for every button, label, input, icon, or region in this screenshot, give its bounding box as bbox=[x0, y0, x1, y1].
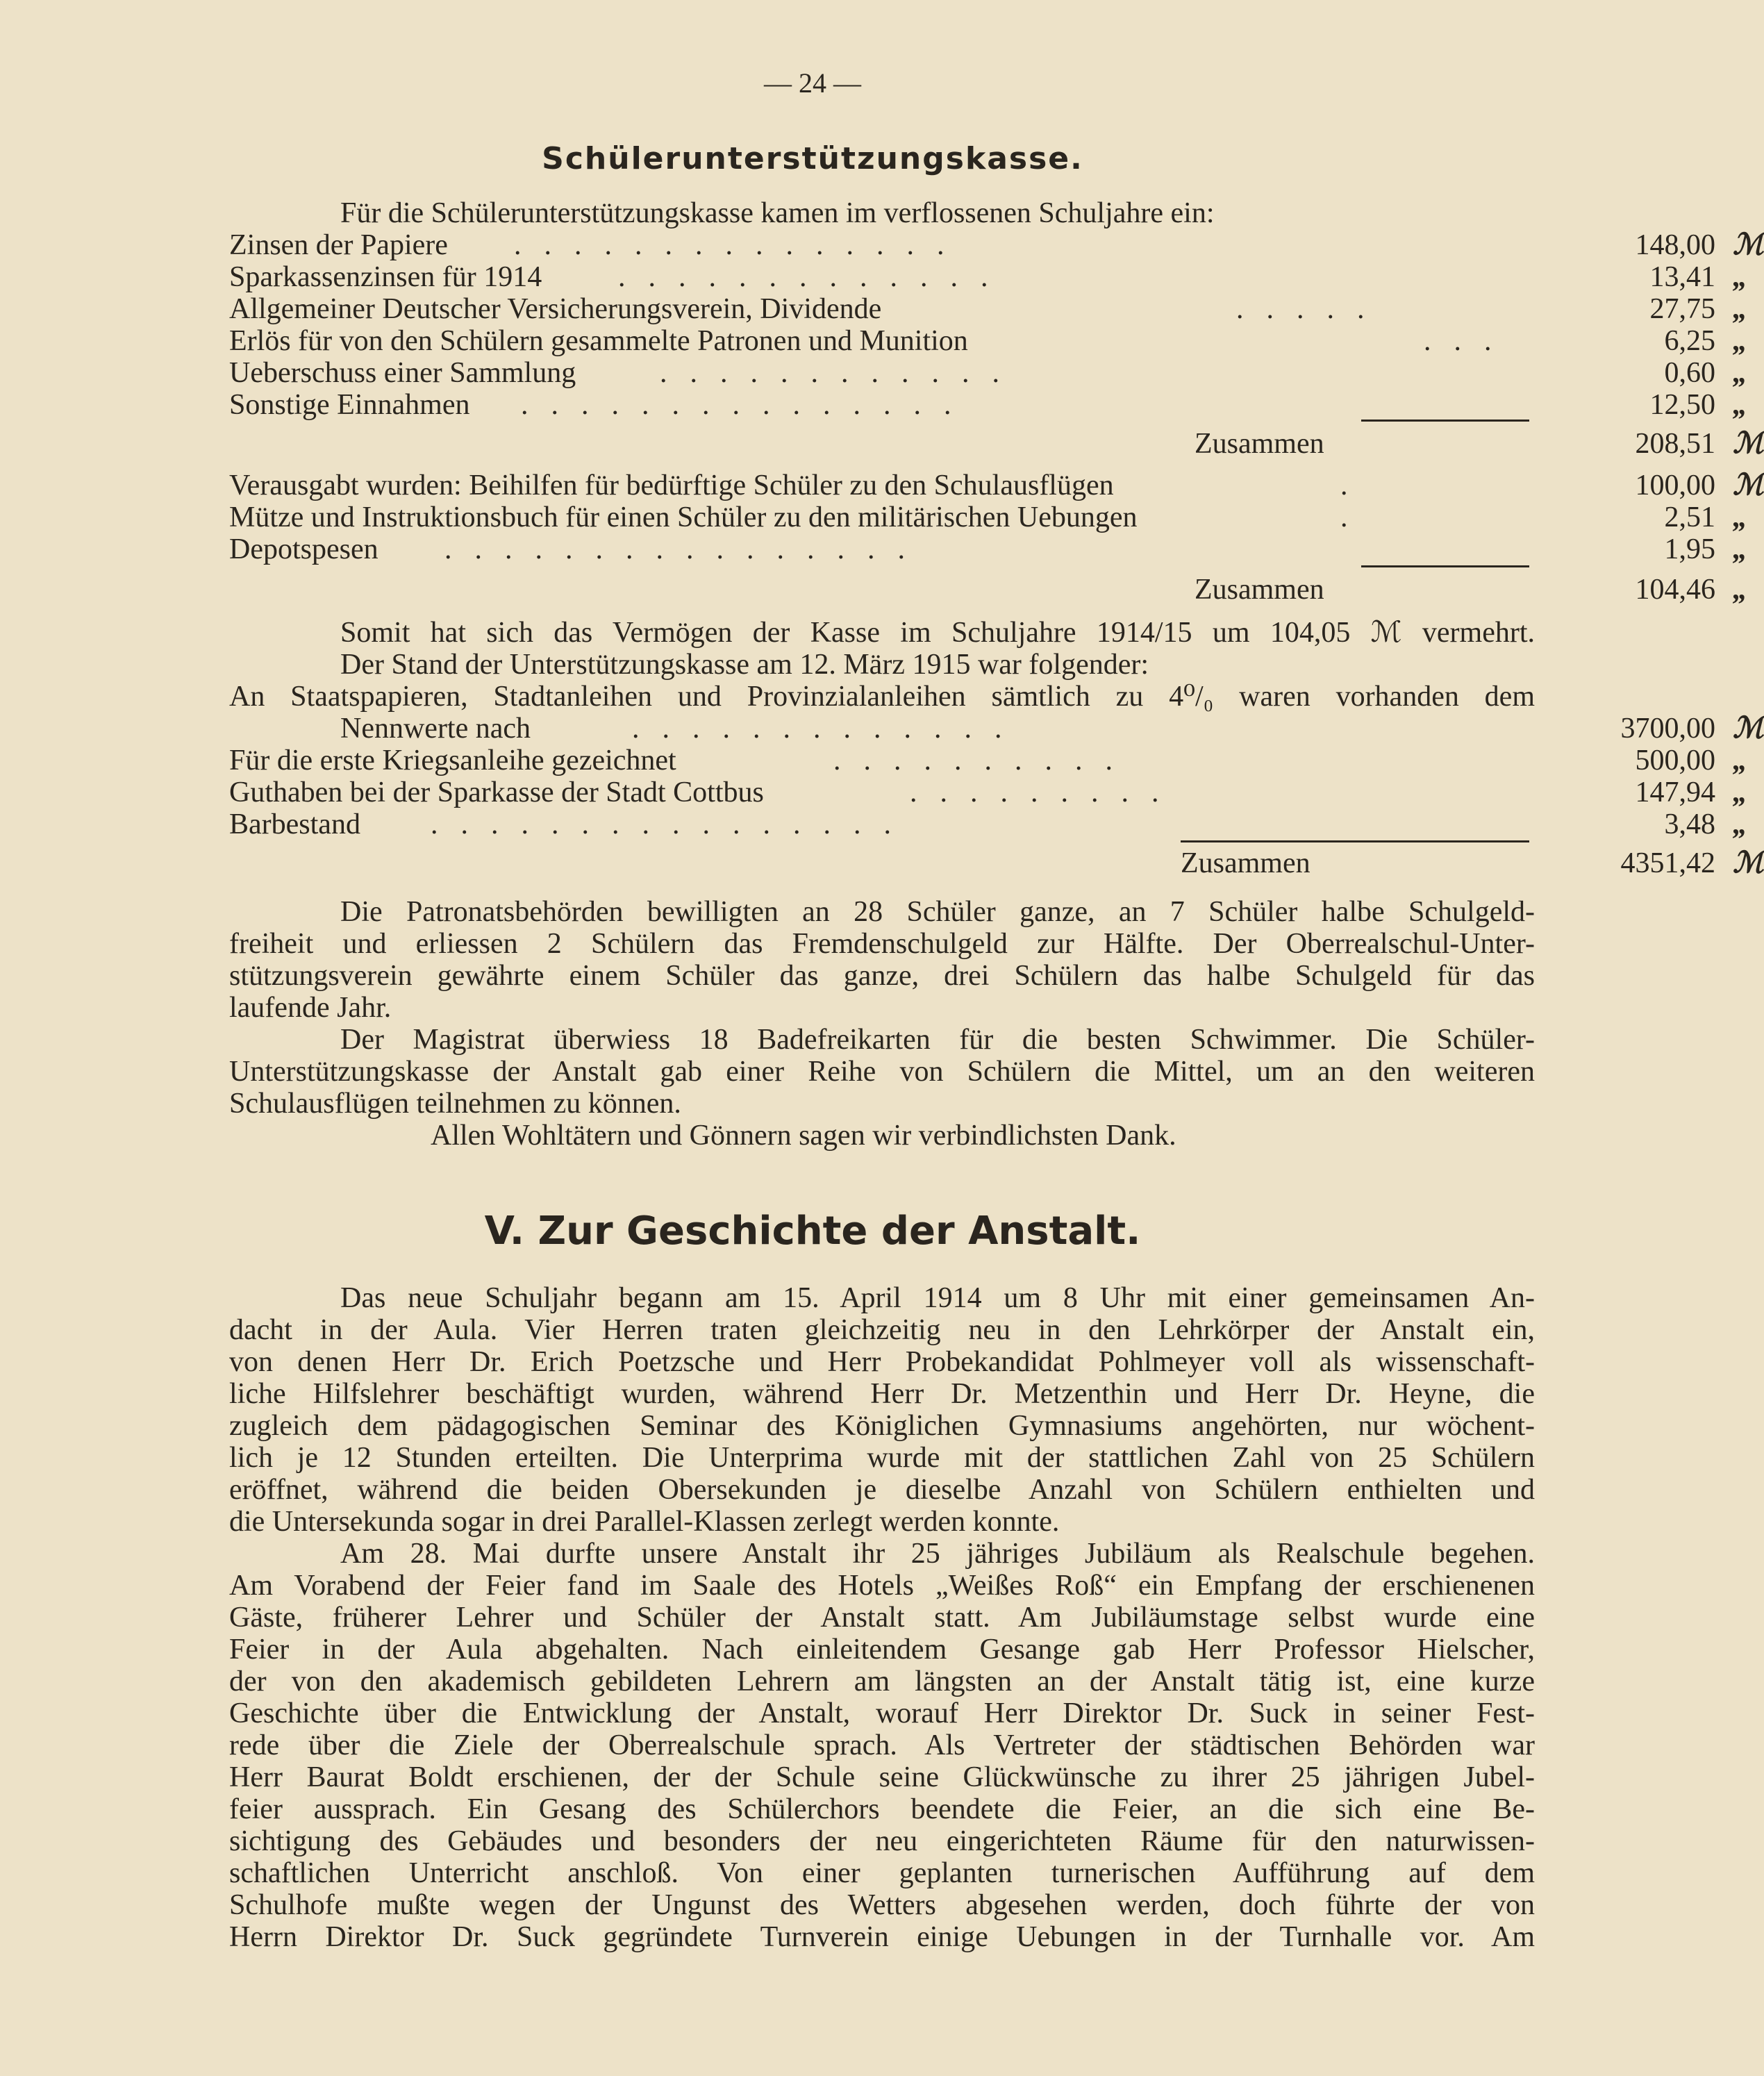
paragraph-line: Am 28. Mai durfte unsere Anstalt ihr 25 jähriges Jubiläum als Realschule begehen. bbox=[340, 1538, 1535, 1570]
income-label: Zinsen der Papiere bbox=[229, 229, 448, 261]
expense-label: Mütze und Instruktionsbuch für einen Schüler zu den militärischen Uebungen bbox=[229, 501, 1138, 533]
income-amount: 6,25 bbox=[1664, 325, 1715, 357]
income-label: Allgemeiner Deutscher Versicherungsverein, Dividende bbox=[229, 293, 882, 325]
sum-rule bbox=[1361, 420, 1529, 422]
paragraph-line: liche Hilfslehrer beschäftigt wurden, während Herr Dr. Metzenthin und Herr Dr. Heyne, die bbox=[229, 1378, 1535, 1410]
currency-mark: ℳ bbox=[1733, 470, 1764, 501]
currency-mark: „ bbox=[1733, 389, 1747, 421]
paragraph-line: Das neue Schuljahr begann am 15. April 1914 um 8 Uhr mit einer gemeinsamen An- bbox=[340, 1282, 1535, 1314]
paragraph-line: die Untersekunda sogar in drei Parallel-Klassen zerlegt werden konnte. bbox=[229, 1506, 1060, 1538]
paragraph-line: laufende Jahr. bbox=[229, 992, 392, 1024]
currency-mark: „ bbox=[1733, 293, 1747, 325]
currency-mark: „ bbox=[1733, 777, 1747, 808]
currency-mark: ℳ bbox=[1733, 428, 1764, 460]
paragraph-line: freiheit und erliessen 2 Schülern das Fremdenschulgeld zur Hälfte. Der Oberrealschul-Unter- bbox=[229, 928, 1535, 960]
expense-amount: 1,95 bbox=[1664, 533, 1715, 565]
expense-label: Verausgabt wurden: Beihilfen für bedürftige Schüler zu den Schulausflügen bbox=[229, 470, 1114, 501]
expense-amount: 100,00 bbox=[1635, 470, 1715, 501]
paragraph-line: zugleich dem pädagogischen Seminar des Königlichen Gymnasiums angehörten, nur wöchent- bbox=[229, 1410, 1535, 1442]
paragraph-line: stützungsverein gewährte einem Schüler das ganze, drei Schülern das halbe Schulgeld für das bbox=[229, 960, 1535, 992]
income-amount: 148,00 bbox=[1635, 229, 1715, 261]
paragraph-line: Gäste, früherer Lehrer und Schüler der Anstalt statt. Am Jubiläumstage selbst wurde eine bbox=[229, 1602, 1535, 1634]
currency-mark: ℳ bbox=[1733, 713, 1764, 745]
sum-rule bbox=[1181, 840, 1529, 842]
expense-label: Depotspesen bbox=[229, 533, 378, 565]
total-label: Zusammen bbox=[1195, 574, 1324, 606]
paragraph-line: Schulhofe mußte wegen der Ungunst des Wetters abgesehen werden, doch führte der von bbox=[229, 1889, 1535, 1921]
section-title-geschichte: V. Zur Geschichte der Anstalt. bbox=[484, 1209, 1141, 1254]
income-label: Erlös für von den Schülern gesammelte Patronen und Munition bbox=[229, 325, 968, 357]
currency-mark: „ bbox=[1733, 357, 1747, 389]
total-label: Zusammen bbox=[1181, 847, 1310, 879]
currency-mark: „ bbox=[1733, 501, 1747, 533]
currency-mark: „ bbox=[1733, 574, 1747, 606]
currency-mark: „ bbox=[1733, 808, 1747, 840]
paragraph-line: Am Vorabend der Feier fand im Saale des Hotels „Weißes Roß“ ein Empfang der erschienenen bbox=[229, 1570, 1535, 1602]
paragraph-line: Der Magistrat überwiess 18 Badefreikarten für die besten Schwimmer. Die Schüler- bbox=[340, 1024, 1535, 1056]
total-amount: 208,51 bbox=[1635, 428, 1715, 460]
asset-amount: 3700,00 bbox=[1620, 713, 1715, 745]
asset-label: Guthaben bei der Sparkasse der Stadt Cottbus bbox=[229, 777, 764, 808]
paragraph-line: Feier in der Aula abgehalten. Nach einleitendem Gesange gab Herr Professor Hielscher, bbox=[229, 1634, 1535, 1666]
paragraph-line: rede über die Ziele der Oberrealschule sprach. Als Vertreter der städtischen Behörden war bbox=[229, 1729, 1535, 1761]
currency-mark: „ bbox=[1733, 533, 1747, 565]
asset-amount: 147,94 bbox=[1635, 777, 1715, 808]
income-amount: 0,60 bbox=[1664, 357, 1715, 389]
income-label: Sparkassenzinsen für 1914 bbox=[229, 261, 542, 293]
paragraph-line: sichtigung des Gebäudes und besonders der neu eingerichteten Räume für den naturwissen- bbox=[229, 1825, 1535, 1857]
paragraph-line: schaftlichen Unterricht anschloß. Von einer geplanten turnerischen Aufführung auf dem bbox=[229, 1857, 1535, 1889]
paragraph-line: Geschichte über die Entwicklung der Anstalt, worauf Herr Direktor Dr. Suck in seiner Fest- bbox=[229, 1697, 1535, 1729]
section-title-schuelerunterstuetzungskasse: Schülerunterstützungskasse. bbox=[542, 141, 1083, 176]
paragraph-line: der von den akademisch gebildeten Lehrern am längsten an der Anstalt tätig ist, eine kurze bbox=[229, 1666, 1535, 1697]
asset-amount: 3,48 bbox=[1664, 808, 1715, 840]
expense-amount: 2,51 bbox=[1664, 501, 1715, 533]
currency-mark: ℳ bbox=[1733, 847, 1764, 879]
income-amount: 13,41 bbox=[1649, 261, 1715, 293]
paragraph-line: Herr Baurat Boldt erschienen, der der Schule seine Glückwünsche zu ihrer 25 jährigen Jubel- bbox=[229, 1761, 1535, 1793]
paragraph-line: von denen Herr Dr. Erich Poetzsche und Herr Probekandidat Pohlmeyer voll als wissenschaft- bbox=[229, 1346, 1535, 1378]
paragraph: An Staatspapieren, Stadtanleihen und Provinzialanleihen sämtlich zu 4⁰/₀ waren vorhanden dem bbox=[229, 681, 1535, 713]
paragraph-line: Die Patronatsbehörden bewilligten an 28 Schüler ganze, an 7 Schüler halbe Schulgeld- bbox=[340, 896, 1535, 928]
income-label: Sonstige Einnahmen bbox=[229, 389, 470, 421]
paragraph: Der Stand der Unterstützungskasse am 12. März 1915 war folgender: bbox=[340, 649, 1149, 681]
income-label: Ueberschuss einer Sammlung bbox=[229, 357, 576, 389]
document-page: — 24 — Schülerunterstützungskasse. Für die Schülerunterstützungskasse kamen im verflossenen Schuljahre ein: Zinsen der Papiere ............... 148,00 ℳ Sparkassenzinsen für 1914 ............. 13,41 „ Allgemeiner Deutscher Versicherungsverein, Dividende ..... 27,75 „ Erlös für von den Schülern gesammelte Patronen und Munition ... 6,25 „ Ueberschuss einer Sammlung ............ 0,60 „ Sonstige Einnahmen ............... 12,50 „ Zusammen 208,51 ℳ Verausgabt wurden: Beihilfen für bedürftige Schüler zu den Schulausflügen . 100,00 ℳ Mütze und Instruktionsbuch für einen Schüler zu den militärischen Uebungen . 2,51 „ Depotspesen ................ 1,95 „ Zusammen 104,46 „ Somit hat sich das Vermögen der Kasse im Schuljahre 1914/15 um 104,05 ℳ vermehrt. Der Stand der Unterstützungskasse am 12. März 1915 war folgender: An Staatspapieren, Stadtanleihen und Provinzialanleihen sämtlich zu 4⁰/₀ waren vorhanden dem Nennwerte nach ............. 3700,00 ℳ Für die erste Kriegsanleihe gezeichnet .......... 500,00 „ Guthaben bei der Sparkasse der Stadt Cottbus ......... 147,94 „ Barbestand ................ 3,48 „ Zusammen 4351,42 ℳ Die Patronatsbehörden bewilligten an 28 Schüler ganze, an 7 Schüler halbe Schulgeld- freiheit und erliessen 2 Schülern das Fremdenschulgeld zur Hälfte. Der Oberrealschul-Unter- stützungsverein gewährte einem Schüler das ganze, drei Schülern das halbe Schulgeld für das laufende Jahr. Der Magistrat überwiess 18 Badefreikarten für die besten Schwimmer. Die Schüler- Unterstützungskasse der Anstalt gab einer Reihe von Schülern die Mittel, um an den weiteren Schulausflügen teilnehmen zu können. Allen Wohltätern und Gönnern sagen wir verbindlichsten Dank. V. Zur Geschichte der Anstalt. Das neue Schuljahr begann am 15. April 1914 um 8 Uhr mit einer gemeinsamen An- dacht in der Aula. Vier Herren traten gleichzeitig neu in den Lehrkörper der Anstalt ein, von denen Herr Dr. Erich Poetzsche und Herr Probekandidat Pohlmeyer voll als wissenschaft- liche Hilfslehrer beschäftigt wurden, während Herr Dr. Metzenthin und Herr Dr. Heyne, die zugleich dem pädagogischen Seminar des Königlichen Gymnasiums angehörten, nur wöchent- lich je 12 Stunden erteilten. Die Unterprima wurde mit der stattlichen Zahl von 25 Schülern eröffnet, während die beiden Obersekunden je dieselbe Anzahl von Schülern enthielten und die Untersekunda sogar in drei Parallel-Klassen zerlegt werden konnte. Am 28. Mai durfte unsere Anstalt ihr 25 jähriges Jubiläum als Realschule begehen. Am Vorabend der Feier fand im Saale des Hotels „Weißes Roß“ ein Empfang der erschienenen Gäste, früherer Lehrer und Schüler der Anstalt statt. Am Jubiläumstage selbst wurde eine Feier in der Aula abgehalten. Nach einleitendem Gesange gab Herr Professor Hielscher, der von den akademisch gebildeten Lehrern am längsten an der Anstalt tätig ist, eine kurze Geschichte über die Entwicklung der Anstalt, worauf Herr Direktor Dr. Suck in seiner Fest- rede über die Ziele der Oberrealschule sprach. Als Vertreter der städtischen Behörden war Herr Baurat Boldt erschienen, der der Schule seine Glückwünsche zu ihrer 25 jährigen Jubel- feier aussprach. Ein Gesang des Schülerchors beendete die Feier, an die sich eine Be- sichtigung des Gebäudes und besonders der neu eingerichteten Räume für den naturwissen- schaftlichen Unterricht anschloß. Von einer geplanten turnerischen Aufführung auf dem Schulhofe mußte wegen der Ungunst des Wetters abgesehen werden, doch führte der von Herrn Direktor Dr. Suck gegründete Turnverein einige Uebungen in der Turnhalle vor. Am bbox=[0, 0, 1625, 2076]
total-amount: 104,46 bbox=[1635, 574, 1715, 606]
currency-mark: ℳ bbox=[1733, 229, 1764, 261]
asset-label: Nennwerte nach bbox=[340, 713, 531, 745]
thanks-line: Allen Wohltätern und Gönnern sagen wir verbindlichsten Dank. bbox=[431, 1120, 1176, 1152]
page-number: — 24 — bbox=[764, 67, 861, 99]
currency-mark: „ bbox=[1733, 261, 1747, 293]
paragraph-line: Unterstützungskasse der Anstalt gab einer Reihe von Schülern die Mittel, um an den weiteren bbox=[229, 1056, 1535, 1088]
income-amount: 27,75 bbox=[1649, 293, 1715, 325]
paragraph-line: Herrn Direktor Dr. Suck gegründete Turnverein einige Uebungen in der Turnhalle vor. Am bbox=[229, 1921, 1535, 1953]
paragraph-line: dacht in der Aula. Vier Herren traten gleichzeitig neu in den Lehrkörper der Anstalt ein, bbox=[229, 1314, 1535, 1346]
paragraph-line: Schulausflügen teilnehmen zu können. bbox=[229, 1088, 681, 1120]
currency-mark: „ bbox=[1733, 745, 1747, 777]
paragraph-line: feier aussprach. Ein Gesang des Schülerchors beendete die Feier, an die sich eine Be- bbox=[229, 1793, 1535, 1825]
currency-mark: „ bbox=[1733, 325, 1747, 357]
sum-rule bbox=[1361, 565, 1529, 567]
total-amount: 4351,42 bbox=[1620, 847, 1715, 879]
asset-label: Für die erste Kriegsanleihe gezeichnet bbox=[229, 745, 676, 777]
paragraph-line: lich je 12 Stunden erteilten. Die Unterprima wurde mit der stattlichen Zahl von 25 Schülern bbox=[229, 1442, 1535, 1474]
asset-amount: 500,00 bbox=[1635, 745, 1715, 777]
paragraph-line: eröffnet, während die beiden Obersekunden je dieselbe Anzahl von Schülern enthielten und bbox=[229, 1474, 1535, 1506]
paragraph: Somit hat sich das Vermögen der Kasse im Schuljahre 1914/15 um 104,05 ℳ vermehrt. bbox=[340, 617, 1535, 649]
asset-label: Barbestand bbox=[229, 808, 360, 840]
income-amount: 12,50 bbox=[1649, 389, 1715, 421]
intro-text: Für die Schülerunterstützungskasse kamen im verflossenen Schuljahre ein: bbox=[340, 197, 1215, 229]
total-label: Zusammen bbox=[1195, 428, 1324, 460]
